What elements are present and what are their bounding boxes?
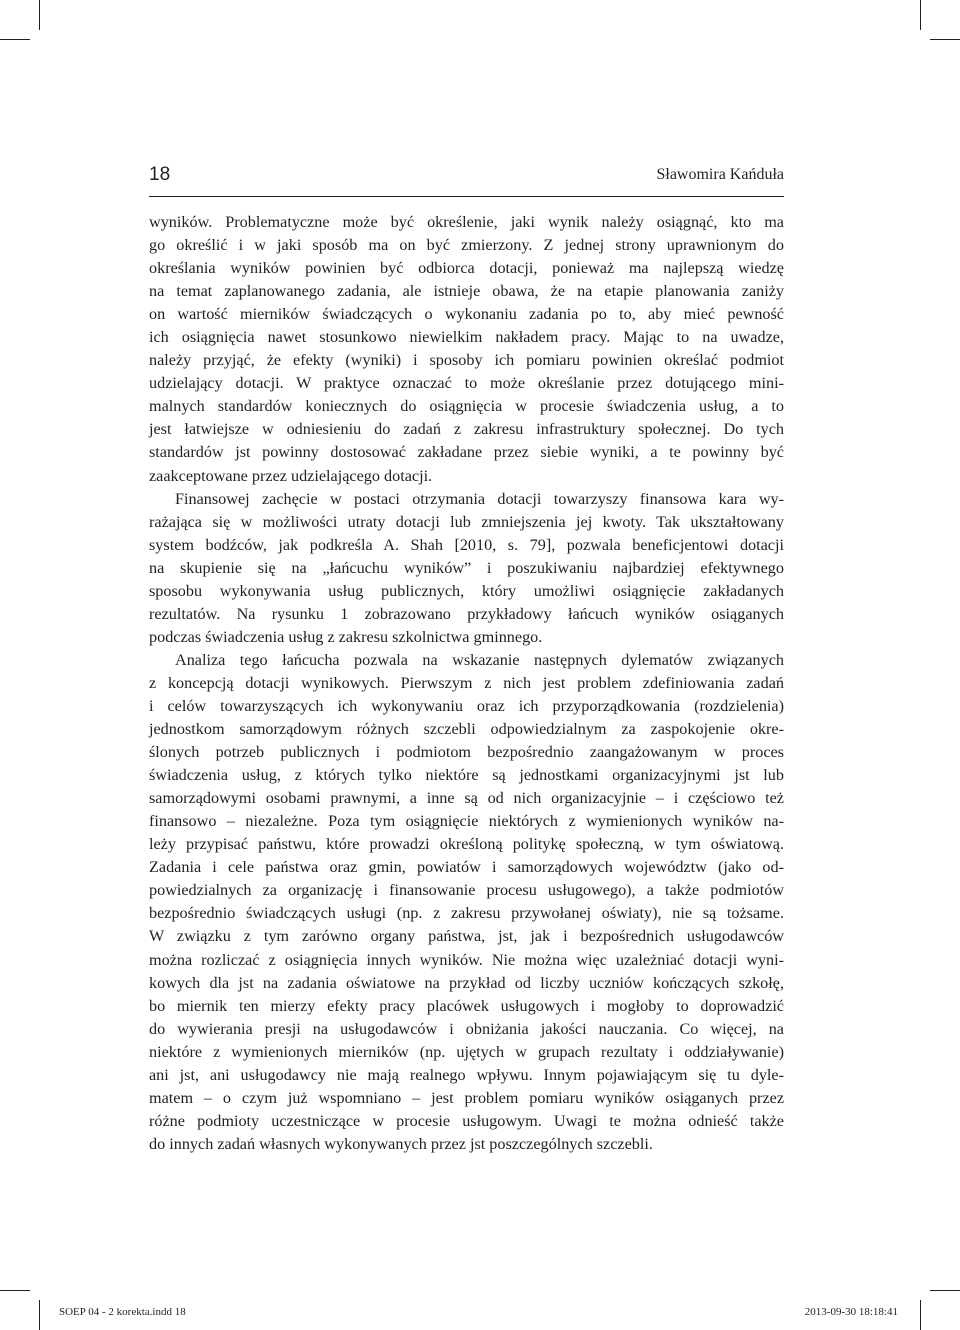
text-line: udzielający dotacji. W praktyce oznaczać to może określanie przez dotującego mini- — [149, 374, 784, 393]
text-line: standardów jst powinny dostosować zakładane przez siebie wyniki, a te powinny być — [149, 443, 784, 462]
text-line: należy przyjąć, że efekty (wyniki) i sposoby ich pomiaru powinien określać podmiot — [149, 351, 784, 370]
text-line: jednostkom samorządowym różnych szczebli odpowiedzialnym za zaspokojenie okre- — [149, 720, 784, 739]
text-line: kowych dla jst na zadania oświatowe na przykład od liczby uczniów kończących szkołę, — [149, 973, 784, 992]
text-line: ich osiągnięcia nawet stosunkowo niewielkim nakładem pracy. Mając to na uwadze, — [149, 328, 784, 347]
crop-mark-bottom-right — [930, 1290, 960, 1291]
text-line: ślonych potrzeb publicznych i podmiotom bezpośrednio zaangażowanym w proces — [149, 743, 784, 762]
slug-file-name: SOEP 04 - 2 korekta.indd 18 — [59, 1306, 186, 1318]
text-line: samorządowymi osobami prawnymi, a inne są od nich organizacyjnie – i częściowo też — [149, 789, 784, 808]
page-header — [149, 164, 784, 192]
crop-mark-top-left — [0, 39, 30, 40]
text-line: na temat zaplanowanego zadania, ale istnieje obawa, że na etapie planowania zaniży — [149, 282, 784, 301]
text-line: powiedzialnych za organizację i finansowanie procesu usługowego), a także podmiotów — [149, 881, 784, 900]
text-line: jest łatwiejsze w odniesieniu do zadań z zakresu infrastruktury społecznej. Do tych — [149, 420, 784, 439]
paragraph-first-line: Analiza tego łańcucha pozwala na wskazanie następnych dylematów związanych — [175, 650, 784, 669]
text-line: bo miernik ten mierzy efekty pracy placówek usługowych i mogłoby to doprowadzić — [149, 996, 784, 1015]
text-line: go określić i w jaki sposób ma on być zmierzony. Z jednej strony uprawnionym do — [149, 236, 784, 255]
text-line: finansowo – niezależne. Poza tym osiągnięcie niektórych z wymienionych wyników na- — [149, 812, 784, 831]
paragraph-first-line: Finansowej zachęcie w postaci otrzymania dotacji towarzyszy finansowa kara wy- — [175, 489, 784, 508]
text-line: do innych zadań własnych wykonywanych przez jst poszczególnych szczebli. — [149, 1134, 653, 1153]
text-line: matem – o czym już wspomniano – jest problem pomiaru wyników osiąganych przez — [149, 1088, 784, 1107]
slug-timestamp: 2013-09-30 18:18:41 — [804, 1306, 898, 1318]
text-line: on wartość mierników świadczących o wykonaniu zadania po to, aby mieć pewność — [149, 305, 784, 324]
crop-mark-top-left — [39, 0, 40, 30]
text-line: różne podmioty uczestniczące w procesie usługowym. Uwagi te można odnieść także — [149, 1111, 784, 1130]
text-line: zaakceptowane przez udzielającego dotacji. — [149, 466, 433, 485]
text-line: podczas świadczenia usług z zakresu szkolnictwa gminnego. — [149, 627, 543, 646]
page-number: 18 — [149, 164, 171, 185]
crop-mark-bottom-left — [39, 1300, 40, 1330]
crop-mark-top-right — [920, 0, 921, 30]
text-line: ani jst, ani usługodawcy nie mają realnego wpływu. Innym pojawiającym się tu dyle- — [149, 1065, 784, 1084]
text-line: leży przypisać państwu, które prowadzi określoną politykę społeczną, w tym oświatową. — [149, 835, 784, 854]
running-head-author: Sławomira Kańduła — [656, 166, 784, 183]
crop-mark-top-right — [930, 39, 960, 40]
text-line: do wywierania presji na usługodawców i obniżania jakości nauczania. Co więcej, na — [149, 1019, 784, 1038]
text-line: można rozliczać z osiągnięcia innych wyników. Nie można więc uzależniać dotacji wyni- — [149, 950, 784, 969]
text-line: niektóre z wymienionych mierników (np. ujętych w grupach rezultaty i oddziaływanie) — [149, 1042, 784, 1061]
header-rule — [149, 196, 784, 197]
print-slug — [59, 1306, 898, 1324]
crop-mark-bottom-right — [920, 1300, 921, 1330]
text-line: świadczenia usług, z których tylko niektóre są jednostkami organizacyjnymi jst lub — [149, 766, 784, 785]
text-line: W związku z tym zarówno organy państwa, jst, jak i bezpośrednich usługodawców — [149, 927, 784, 946]
text-line: z koncepcją dotacji wynikowych. Pierwszym z nich jest problem zdefiniowania zadań — [149, 673, 784, 692]
text-line: Zadania i cele państwa oraz gmin, powiatów i samorządowych województw (jako od- — [149, 858, 784, 877]
crop-mark-bottom-left — [0, 1290, 30, 1291]
text-line: rażająca się w możliwości utraty dotacji lub zmniejszenia jej kwoty. Tak ukształtowany — [149, 512, 784, 531]
text-line: określania wyników powinien być odbiorca dotacji, ponieważ ma najlepszą wiedzę — [149, 259, 784, 278]
text-line: na skupienie się na „łańcuchu wyników” i poszukiwaniu najbardziej efektywnego — [149, 558, 784, 577]
text-line: malnych standardów koniecznych do osiągnięcia w procesie świadczenia usług, a to — [149, 397, 784, 416]
text-line: sposobu wykonywania usług publicznych, który umożliwi osiągnięcie zakładanych — [149, 581, 784, 600]
text-line: bezpośrednio świadczących usługi (np. z zakresu przywołanej oświaty), nie są tożsame. — [149, 904, 784, 923]
body-text — [149, 211, 784, 1156]
text-line: wyników. Problematyczne może być określenie, jaki wynik należy osiągnąć, kto ma — [149, 213, 784, 231]
text-line: i celów towarzyszących ich wykonywaniu oraz ich przyporządkowania (rozdzielenia) — [149, 696, 784, 715]
text-line: system bodźców, jak podkreśla A. Shah [2010, s. 79], pozwala beneficjentowi dotacji — [149, 535, 784, 554]
text-line: rezultatów. Na rysunku 1 zobrazowano przykładowy łańcuch wyników osiąganych — [149, 604, 784, 623]
